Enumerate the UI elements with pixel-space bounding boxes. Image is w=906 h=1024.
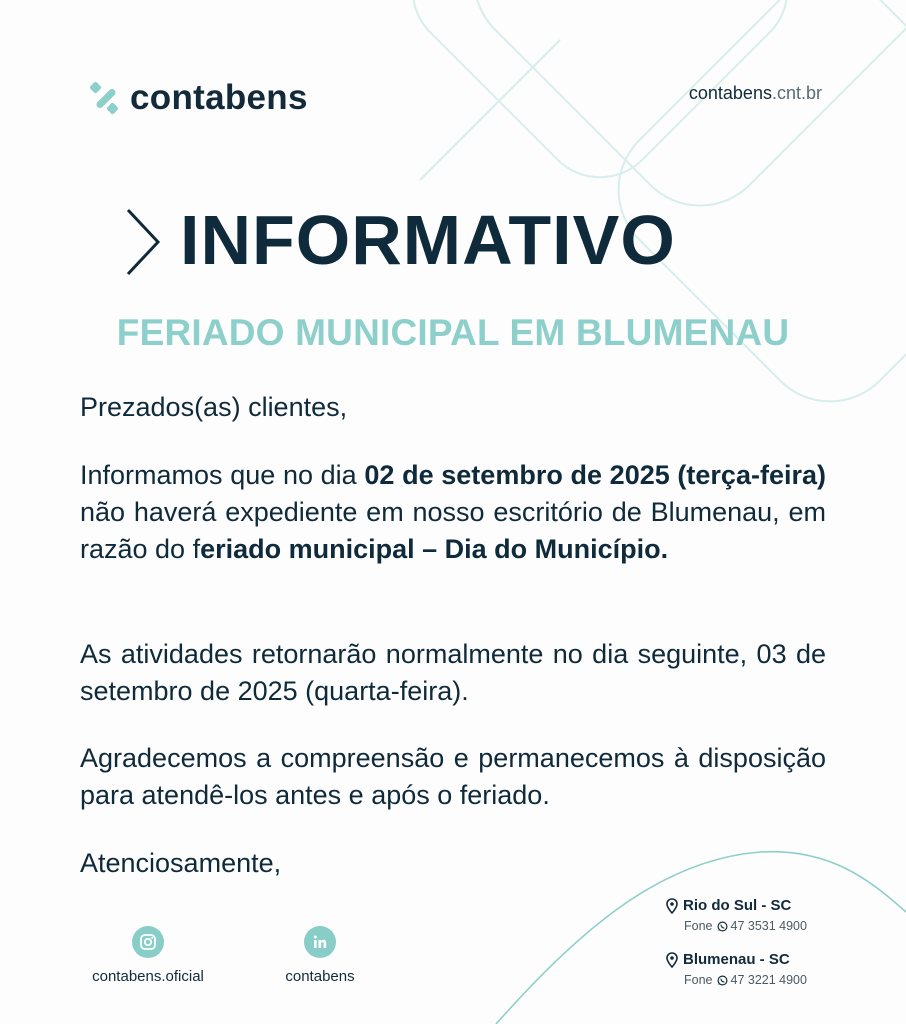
brand-name: contabens xyxy=(130,78,308,117)
location-blumenau xyxy=(666,950,807,989)
instagram-icon[interactable] xyxy=(132,926,164,958)
location-name: Blumenau - SC xyxy=(683,951,790,968)
greeting: Prezados(as) clientes, xyxy=(80,392,348,422)
chevron-right-icon xyxy=(124,206,164,278)
website-link[interactable] xyxy=(689,83,822,104)
logo-mark-icon xyxy=(90,80,120,116)
linkedin-icon[interactable] xyxy=(304,926,336,958)
location-name: Rio do Sul - SC xyxy=(683,897,792,914)
website-domain: contabens xyxy=(688,83,772,103)
phone-number[interactable]: 47 3221 4900 xyxy=(730,973,807,987)
social-instagram[interactable] xyxy=(84,926,212,985)
location-rio-do-sul xyxy=(666,896,807,935)
p1-holiday: eriado municipal – Dia do Município. xyxy=(200,534,669,564)
page-title: INFORMATIVO xyxy=(180,201,676,279)
whatsapp-icon xyxy=(717,921,728,932)
social-linkedin[interactable] xyxy=(278,926,362,985)
map-pin-icon xyxy=(666,898,678,914)
p1-text-c: não haverá expediente em nosso escritório de Blumenau, em razão do f xyxy=(80,497,826,564)
phone-number[interactable]: 47 3531 4900 xyxy=(730,919,807,933)
instagram-handle: contabens.oficial xyxy=(92,968,204,985)
p1-text-a: Informamos que no dia xyxy=(80,460,365,490)
website-tld: .cnt.br xyxy=(771,83,822,103)
brand-logo xyxy=(90,78,308,118)
closing: Atenciosamente, xyxy=(80,848,282,878)
phone-label: Fone xyxy=(684,919,713,933)
whatsapp-icon xyxy=(717,975,728,986)
page-subtitle: FERIADO MUNICIPAL EM BLUMENAU xyxy=(116,312,790,353)
phone-label: Fone xyxy=(684,973,713,987)
p1-date: 02 de setembro de 2025 (terça-feira) xyxy=(364,460,826,490)
linkedin-handle: contabens xyxy=(285,968,355,985)
map-pin-icon xyxy=(666,952,678,968)
paragraph-return: As atividades retornarão normalmente no dia seguinte, 03 de setembro de 2025 (quarta-feira). xyxy=(80,639,826,706)
paragraph-thanks: Agradecemos a compreensão e permanecemos à disposição para atendê-los antes e após o feriado. xyxy=(80,743,826,810)
paragraph-announcement xyxy=(80,457,826,568)
